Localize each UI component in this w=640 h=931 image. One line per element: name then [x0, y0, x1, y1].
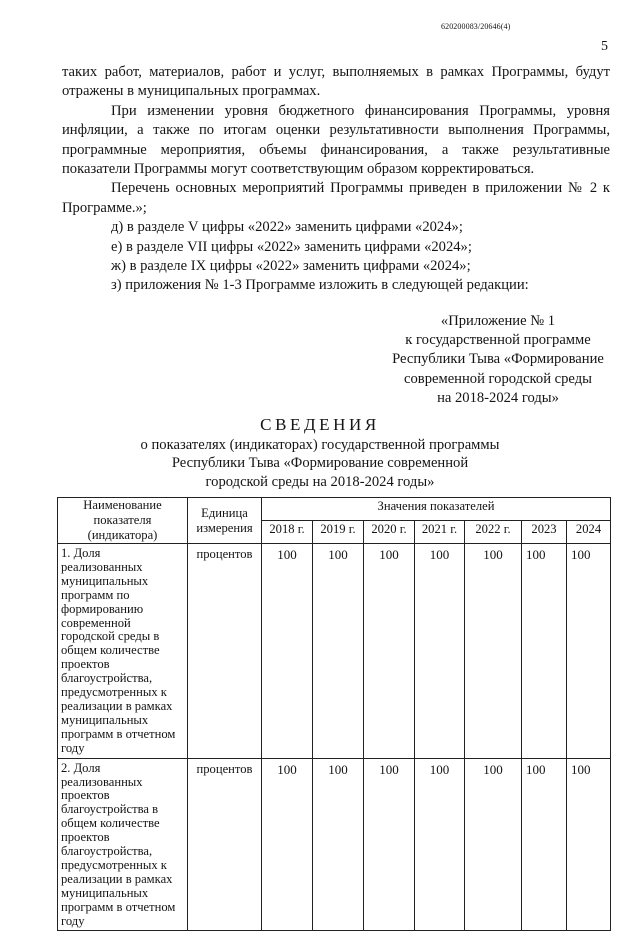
section-title	[120, 414, 520, 491]
title-subline: Республики Тыва «Формирование современной	[171, 455, 469, 472]
table-row	[58, 544, 611, 759]
indicator-value: 100	[465, 544, 522, 759]
paragraph: таких работ, материалов, работ и услуг, выполняемых в рамках Программы, будут отражены в муниципальных программах.	[62, 64, 610, 100]
header-values-group: Значения показателей	[262, 498, 611, 521]
table-header-row	[58, 498, 611, 521]
header-indicator-name: Наименование показателя (индикатора)	[58, 498, 188, 544]
header-year: 2019 г.	[313, 521, 364, 544]
indicator-value: 100	[313, 544, 364, 759]
appendix-line: к государственной программе	[405, 332, 591, 349]
paragraph: Перечень основных мероприятий Программы приведен в приложении № 2 к Программе.»;	[62, 180, 610, 216]
indicator-value: 100	[364, 758, 415, 931]
table-row	[58, 758, 611, 931]
indicator-unit: процентов	[188, 758, 262, 931]
indicator-value: 100	[415, 758, 465, 931]
appendix-line: на 2018-2024 годы»	[437, 389, 559, 406]
header-year: 2020 г.	[364, 521, 415, 544]
indicator-unit: процентов	[188, 544, 262, 759]
header-year: 2024	[567, 521, 611, 544]
indicator-value: 100	[522, 758, 567, 931]
indicator-value: 100	[567, 758, 611, 931]
header-year: 2022 г.	[465, 521, 522, 544]
indicator-value: 100	[262, 544, 313, 759]
appendix-header	[386, 312, 610, 408]
amendment-item-zh: ж) в разделе IX цифры «2022» заменить цифрами «2024»;	[111, 258, 471, 275]
title-main: СВЕДЕНИЯ	[260, 415, 380, 434]
header-unit: Единица измерения	[188, 498, 262, 544]
indicator-value: 100	[465, 758, 522, 931]
indicator-name: 1. Доля реализованных муниципальных программ по формированию современной городской среды в общем количестве проектов благоустройства, предусмотренных к реализации в рамках муниципальных программ в отчетном году	[58, 544, 188, 759]
header-year: 2018 г.	[262, 521, 313, 544]
indicator-value: 100	[313, 758, 364, 931]
header-year: 2023	[522, 521, 567, 544]
page-number: 5	[601, 39, 608, 54]
indicator-value: 100	[415, 544, 465, 759]
header-year: 2021 г.	[415, 521, 465, 544]
body-text	[62, 63, 610, 296]
amendment-item-z: з) приложения № 1-3 Программе изложить в следующей редакции:	[111, 277, 529, 294]
indicator-name: 2. Доля реализованных проектов благоустройства в общем количестве проектов благоустройства, предусмотренных к реализации в рамках муниципальных программ в отчетном году	[58, 758, 188, 931]
indicator-value: 100	[364, 544, 415, 759]
indicator-value: 100	[262, 758, 313, 931]
appendix-line: «Приложение № 1	[440, 313, 556, 329]
indicators-table	[57, 497, 611, 931]
title-subline: городской среды на 2018-2024 годы»	[205, 473, 435, 490]
indicator-value: 100	[567, 544, 611, 759]
document-id: 620200083/20646(4)	[441, 22, 511, 31]
appendix-line: современной городской среды	[404, 370, 592, 387]
paragraph: При изменении уровня бюджетного финансирования Программы, уровня инфляции, а также по итогам оценки результативности выполнения Программы, программные мероприятия, объемы финансирования, а также результативные показатели Программы могут соответствующим образом корректироваться.	[62, 102, 610, 178]
indicator-value: 100	[522, 544, 567, 759]
amendment-item-e: е) в разделе VII цифры «2022» заменить цифрами «2024»;	[111, 238, 472, 255]
amendment-item-d: д) в разделе V цифры «2022» заменить цифрами «2024»;	[111, 219, 463, 236]
title-subline: о показателях (индикаторах) государственной программы	[140, 437, 500, 453]
appendix-line: Республики Тыва «Формирование	[392, 351, 604, 368]
